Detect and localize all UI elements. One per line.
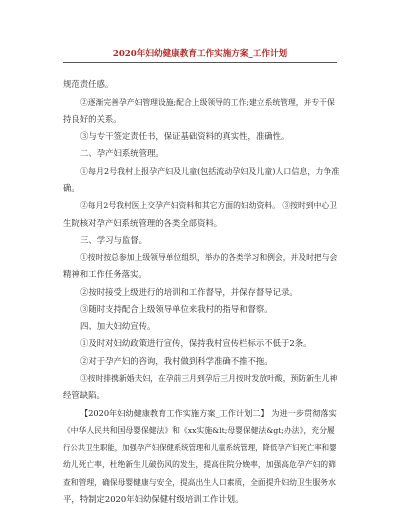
paragraph-line: 规范责任感。 [63, 79, 114, 89]
paragraph-line: ①及时对妇幼政策进行宣传，保持我村宣传栏标示不低于2条。 [80, 338, 312, 348]
section-heading: 三、学习与监督。 [80, 235, 147, 245]
paragraph-line: ②每月2号我村医上交孕产妇资料和其它方面的妇幼资料。 ③按时到中心卫 [80, 201, 337, 210]
section-heading: 二、孕产妇系统管理。 [80, 148, 164, 158]
paragraph-line: 幼儿死亡率，杜绝新生儿破伤风的发生，提高住院分娩率，加强高危孕产妇的筛 [63, 460, 336, 469]
paragraph-line: 行公共卫生职能，加强孕产妇保健系统管理和儿童系统管理，降低孕产妇死亡率和婴 [63, 443, 337, 452]
paragraph-line: 经管缺陷。 [63, 390, 105, 400]
title-divider [63, 62, 337, 63]
paragraph-line: 持良好的关系。 [63, 114, 122, 124]
paragraph-line: ③随时支持配合上级领导单位来我村的指导和督察。 [80, 304, 273, 314]
section-heading: 四、加大妇幼宣传。 [80, 321, 156, 331]
paragraph-line: 查和管理，确保母婴健康与安全，提高出生人口素质，全面提升妇幼卫生服务水 [63, 478, 336, 487]
paragraph-line: ③与专干签定责任书，保证基础资料的真实性，准确性。 [80, 131, 290, 141]
paragraph-line: 生院核对孕产妇系统管理的各类全部资料。 [63, 218, 223, 228]
paragraph-line: ②逐渐完善孕产妇管理设施;配合上级领导的工作;建立系统管理，并专干保 [80, 98, 335, 107]
document-title: 2020年妇幼健康教育工作实施方案_工作计划 [112, 49, 288, 59]
paragraph-line: 《中华人民共和国母婴保健法》和《xx实施&lt;母婴保健法&gt;办法》，充分履 [63, 426, 335, 435]
paragraph-line: ③按时排携新婚夫妇，在孕前三月到孕后三月按时发放叶酸，预防新生儿神 [80, 374, 338, 383]
paragraph-line: 【2020年妇幼健康教育工作实施方案_工作计划二】 为进一步贯彻落实 [80, 408, 337, 418]
paragraph-line: 精神和工作任务落实。 [63, 269, 147, 279]
paragraph-line: ②按时接受上级进行的培训和工作督导，并保存督导记录。 [80, 287, 298, 297]
paragraph-line: ①按时按总参加上级领导单位组织，举办的各类学习和例会，并及时把与会 [80, 253, 338, 262]
paragraph-line: ②对于孕产妇的咨询，我村做到科学准确不推不拖。 [80, 356, 273, 366]
paragraph-line: ①每月2号我村上报孕产妇及儿童(包括流动孕妇及儿童)人口信息，力争准 [80, 167, 340, 176]
paragraph-line: 确。 [63, 183, 80, 193]
paragraph-line: 平，特制定2020年妇幼保健村级培训工作计划。 [63, 494, 244, 504]
